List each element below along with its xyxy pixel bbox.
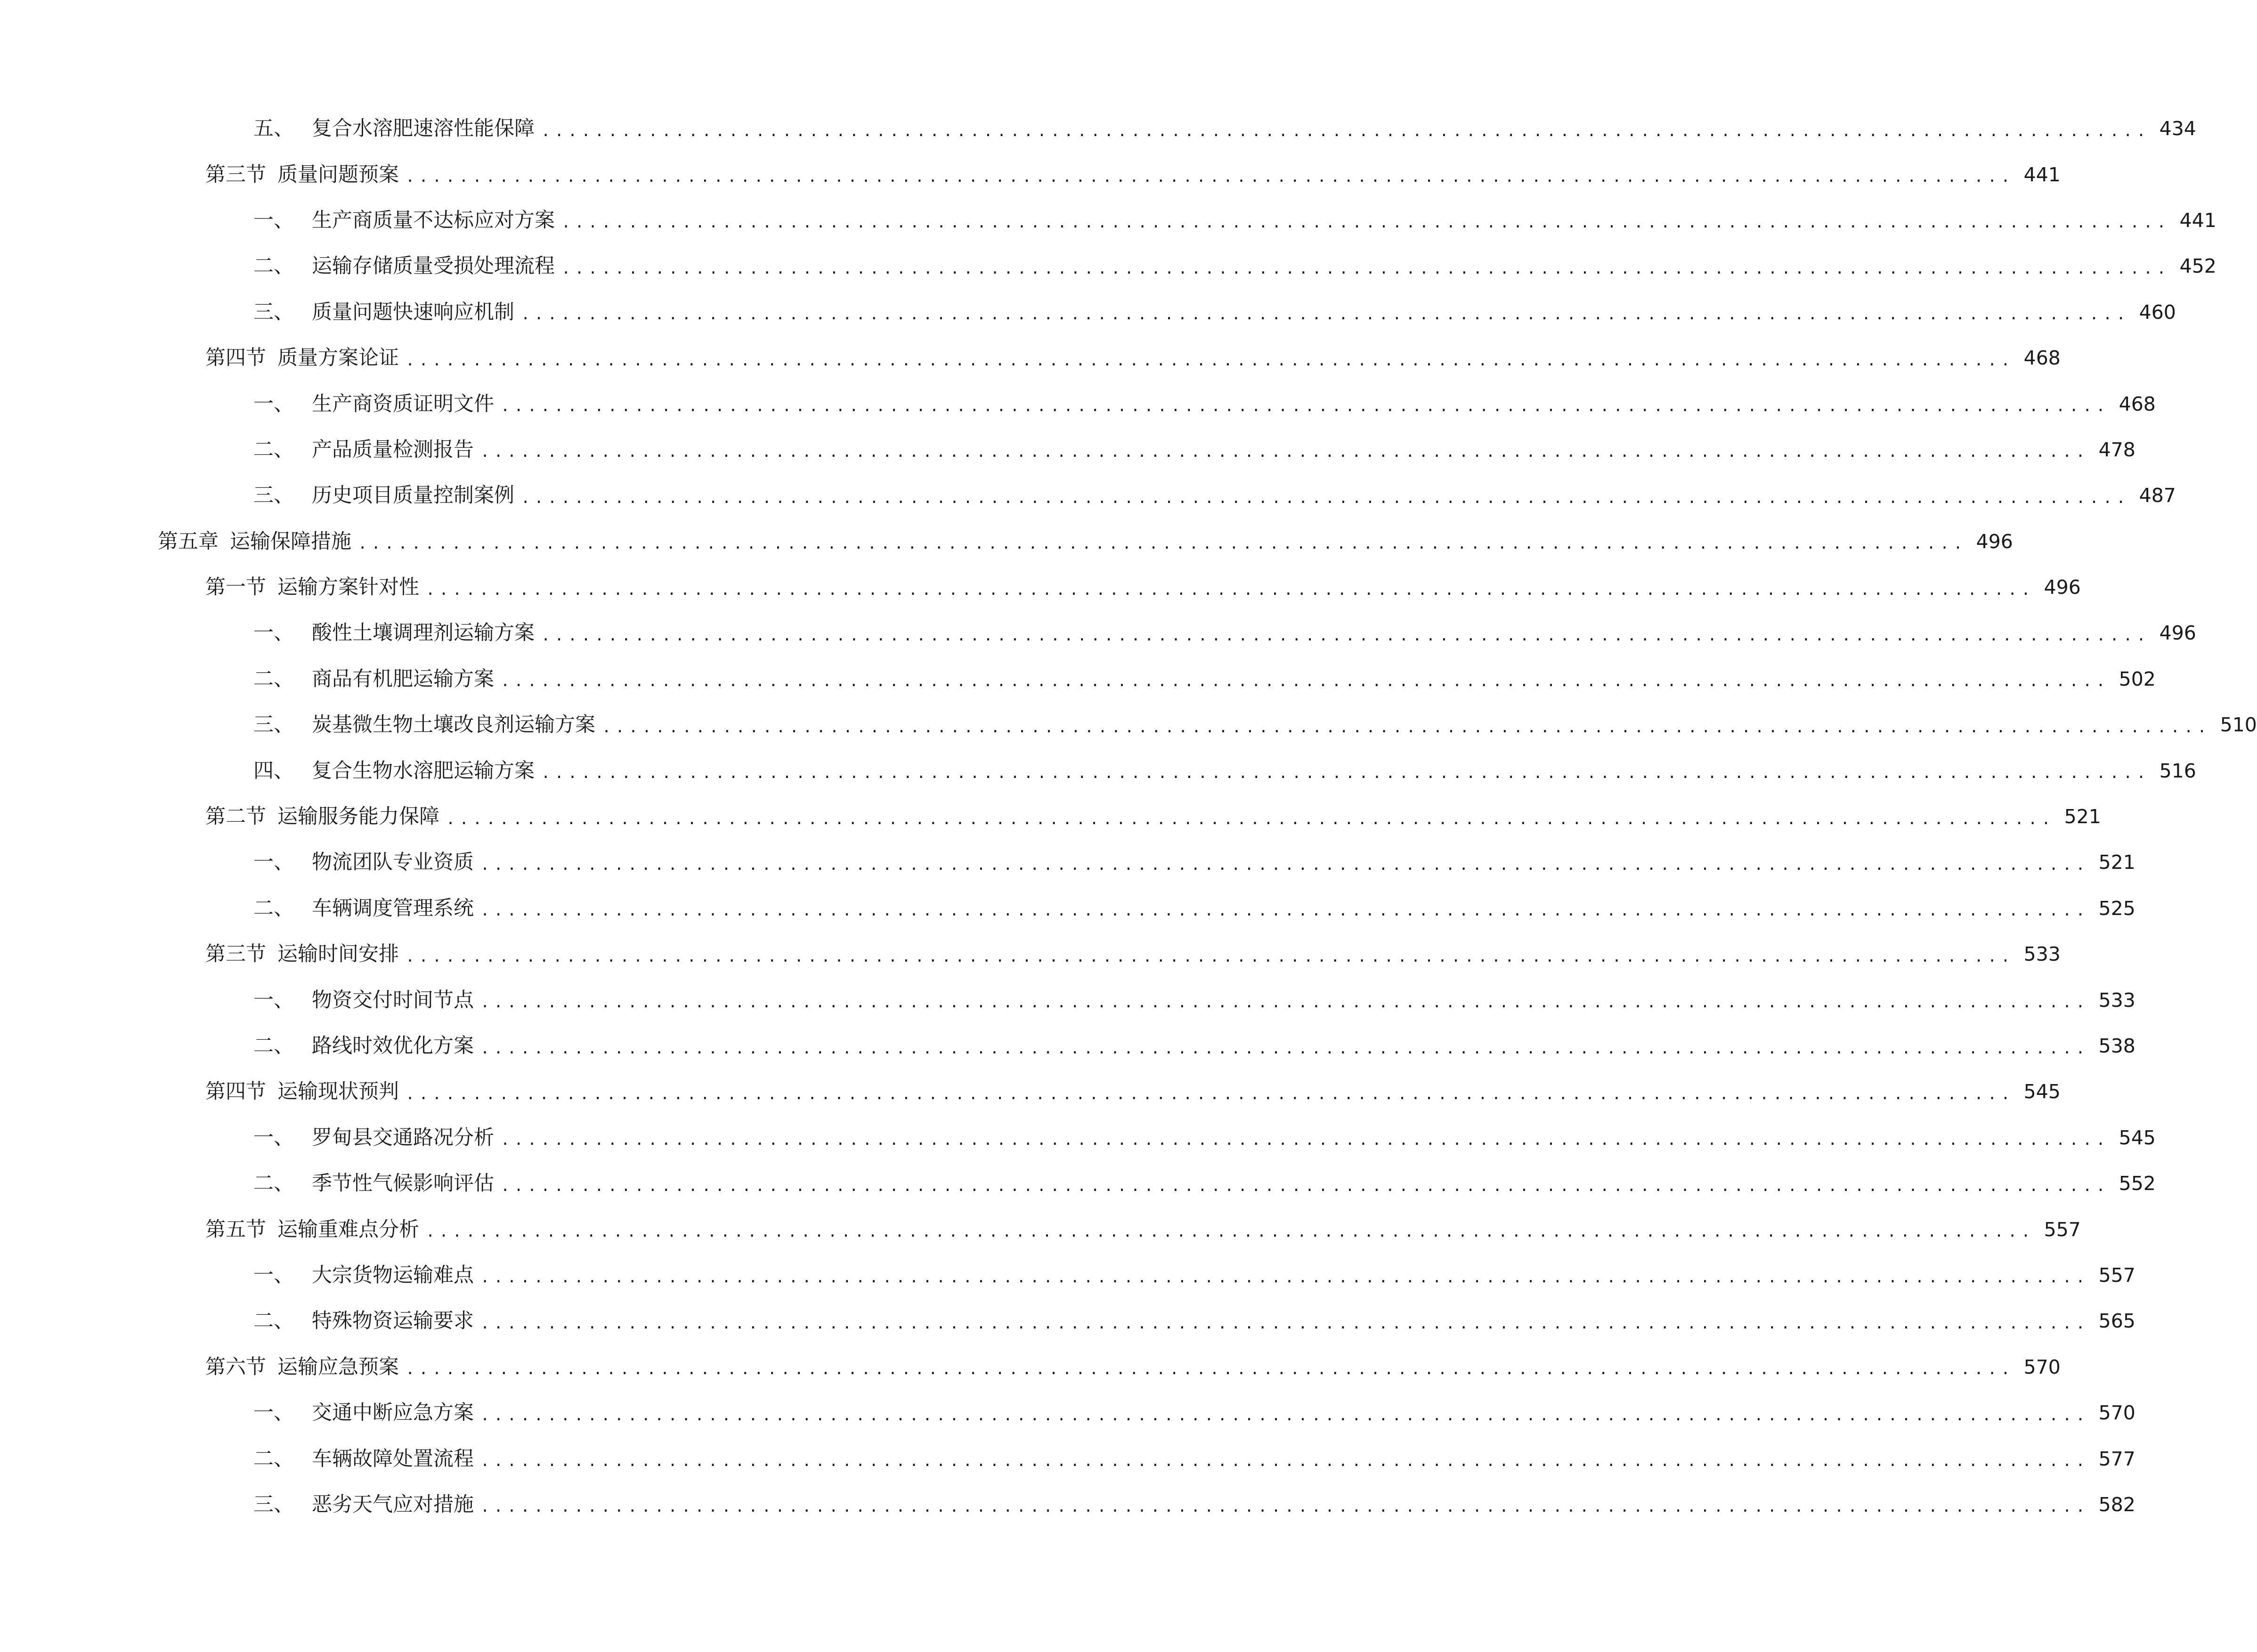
table-of-contents (0, 106, 2257, 1528)
toc-entry-title: 生产商质量不达标应对方案 (312, 208, 555, 232)
toc-page-number: 496 (2044, 576, 2081, 599)
toc-section-entry[interactable] (0, 1207, 2081, 1252)
toc-page-number: 452 (2179, 255, 2216, 278)
toc-subsection-entry[interactable] (0, 610, 2196, 656)
toc-dot-leader: ........................................................................................................................ (480, 1268, 2089, 1287)
toc-page-number: 460 (2139, 300, 2176, 324)
toc-subsection-entry[interactable] (0, 381, 2156, 427)
toc-section-entry[interactable] (0, 565, 2081, 610)
toc-entry-title: 特殊物资运输要求 (312, 1309, 474, 1333)
toc-page-number: 525 (2098, 897, 2135, 920)
toc-dot-leader: ........................................................................................................................ (541, 121, 2150, 140)
toc-entry-number: 第四节 (205, 1080, 266, 1104)
toc-page-number: 538 (2098, 1035, 2135, 1057)
toc-entry-title: 季节性气候影响评估 (312, 1172, 494, 1196)
toc-dot-leader: ........................................................................................................................ (446, 810, 2055, 828)
toc-entry-title: 运输方案针对性 (277, 575, 419, 599)
toc-subsection-entry[interactable] (0, 106, 2196, 152)
toc-subsection-entry[interactable] (0, 1436, 2135, 1482)
toc-entry-number: 一、 (253, 621, 294, 645)
toc-dot-leader: ........................................................................................................................ (406, 1085, 2014, 1103)
toc-subsection-entry[interactable] (0, 1482, 2135, 1528)
toc-chapter-entry[interactable] (0, 519, 2013, 565)
toc-page-number: 441 (2023, 163, 2061, 186)
toc-entry-title: 运输保障措施 (230, 529, 351, 553)
toc-dot-leader: ........................................................................................................................ (501, 1176, 2110, 1195)
toc-entry-number: 第三节 (205, 942, 266, 966)
toc-entry-number: 一、 (253, 988, 294, 1012)
toc-subsection-entry[interactable] (0, 656, 2156, 702)
toc-subsection-entry[interactable] (0, 886, 2135, 931)
toc-entry-number: 二、 (253, 1309, 294, 1333)
toc-dot-leader: ........................................................................................................................ (521, 488, 2130, 507)
toc-entry-number: 二、 (253, 1447, 294, 1471)
toc-entry-number: 一、 (253, 1401, 294, 1425)
toc-entry-number: 二、 (253, 896, 294, 920)
toc-page-number: 468 (2023, 347, 2061, 370)
toc-entry-title: 车辆调度管理系统 (312, 896, 474, 920)
toc-dot-leader: ........................................................................................................................ (561, 259, 2170, 277)
toc-dot-leader: ........................................................................................................................ (521, 305, 2130, 324)
toc-dot-leader: ........................................................................................................................ (480, 1406, 2089, 1424)
toc-page-number: 545 (2119, 1126, 2156, 1149)
toc-entry-number: 三、 (253, 484, 294, 508)
toc-dot-leader: ........................................................................................................................ (480, 1452, 2089, 1470)
toc-entry-title: 物流团队专业资质 (312, 850, 474, 875)
toc-entry-number: 第二节 (205, 805, 266, 829)
toc-section-entry[interactable] (0, 335, 2061, 381)
toc-entry-number: 第五章 (158, 529, 219, 553)
toc-dot-leader: ........................................................................................................................ (406, 947, 2014, 965)
toc-dot-leader: ........................................................................................................................ (602, 718, 2211, 736)
toc-subsection-entry[interactable] (0, 1023, 2135, 1069)
toc-entry-title: 运输服务能力保障 (277, 805, 439, 829)
toc-entry-title: 运输时间安排 (277, 942, 399, 966)
toc-subsection-entry[interactable] (0, 427, 2135, 473)
toc-entry-title: 大宗货物运输难点 (312, 1263, 474, 1287)
toc-subsection-entry[interactable] (0, 702, 2257, 748)
toc-dot-leader: ........................................................................................................................ (426, 1223, 2035, 1241)
toc-section-entry[interactable] (0, 931, 2061, 977)
toc-page-number: 510 (2220, 713, 2257, 737)
toc-entry-title: 生产商资质证明文件 (312, 392, 494, 416)
toc-subsection-entry[interactable] (0, 748, 2196, 794)
toc-entry-number: 二、 (253, 1034, 294, 1058)
toc-entry-title: 车辆故障处置流程 (312, 1447, 474, 1471)
toc-entry-title: 运输现状预判 (277, 1080, 399, 1104)
toc-dot-leader: ........................................................................................................................ (480, 855, 2089, 874)
toc-entry-number: 二、 (253, 437, 294, 462)
toc-section-entry[interactable] (0, 794, 2101, 840)
toc-page-number: 496 (1976, 530, 2013, 553)
toc-entry-title: 复合水溶肥速溶性能保障 (312, 117, 535, 141)
toc-dot-leader: ........................................................................................................................ (426, 580, 2035, 599)
toc-entry-title: 复合生物水溶肥运输方案 (312, 759, 535, 783)
toc-dot-leader: ........................................................................................................................ (501, 672, 2110, 690)
toc-entry-title: 炭基微生物土壤改良剂运输方案 (312, 713, 595, 737)
toc-entry-title: 酸性土壤调理剂运输方案 (312, 621, 535, 645)
toc-page-number: 521 (2064, 805, 2101, 828)
toc-entry-title: 质量方案论证 (277, 346, 399, 370)
toc-page-number: 533 (2023, 943, 2061, 966)
toc-dot-leader: ........................................................................................................................ (541, 764, 2150, 782)
toc-entry-title: 交通中断应急方案 (312, 1401, 474, 1425)
toc-page-number: 434 (2159, 117, 2196, 140)
toc-entry-title: 恶劣天气应对措施 (312, 1492, 474, 1516)
toc-entry-title: 质量问题预案 (277, 162, 399, 186)
toc-subsection-entry[interactable] (0, 840, 2135, 885)
toc-subsection-entry[interactable] (0, 977, 2135, 1023)
toc-dot-leader: ........................................................................................................................ (480, 901, 2089, 920)
toc-page-number: 570 (2023, 1355, 2061, 1378)
toc-entry-number: 一、 (253, 1263, 294, 1287)
toc-page-number: 570 (2098, 1401, 2135, 1425)
toc-dot-leader: ........................................................................................................................ (561, 213, 2170, 232)
toc-entry-number: 二、 (253, 254, 294, 278)
toc-entry-title: 物资交付时间节点 (312, 988, 474, 1012)
toc-entry-title: 产品质量检测报告 (312, 437, 474, 462)
toc-page-number: 468 (2119, 392, 2156, 415)
toc-page-number: 521 (2098, 851, 2135, 874)
toc-entry-number: 二、 (253, 1172, 294, 1196)
toc-page-number: 545 (2023, 1080, 2061, 1103)
toc-entry-number: 一、 (253, 208, 294, 232)
toc-entry-number: 三、 (253, 713, 294, 737)
toc-dot-leader: ........................................................................................................................ (501, 1131, 2110, 1149)
toc-entry-number: 一、 (253, 1126, 294, 1150)
toc-subsection-entry[interactable] (0, 198, 2216, 243)
toc-entry-number: 二、 (253, 667, 294, 691)
toc-page-number: 487 (2139, 484, 2176, 507)
toc-dot-leader: ........................................................................................................................ (501, 397, 2110, 415)
toc-subsection-entry[interactable] (0, 243, 2216, 289)
toc-subsection-entry[interactable] (0, 1253, 2135, 1298)
toc-entry-title: 运输存储质量受损处理流程 (312, 254, 555, 278)
toc-dot-leader: ........................................................................................................................ (480, 1039, 2089, 1057)
toc-subsection-entry[interactable] (0, 1161, 2156, 1207)
toc-subsection-entry[interactable] (0, 473, 2176, 518)
toc-entry-title: 运输重难点分析 (277, 1217, 419, 1241)
toc-entry-number: 四、 (253, 759, 294, 783)
toc-dot-leader: ........................................................................................................................ (406, 168, 2014, 186)
toc-entry-number: 第四节 (205, 346, 266, 370)
toc-entry-number: 第六节 (205, 1355, 266, 1379)
toc-entry-number: 三、 (253, 300, 294, 324)
toc-entry-title: 历史项目质量控制案例 (312, 484, 514, 508)
toc-dot-leader: ........................................................................................................................ (358, 534, 1967, 553)
toc-dot-leader: ........................................................................................................................ (480, 443, 2089, 461)
toc-entry-title: 运输应急预案 (277, 1355, 399, 1379)
toc-subsection-entry[interactable] (0, 1115, 2156, 1161)
toc-dot-leader: ........................................................................................................................ (406, 351, 2014, 369)
toc-page-number: 502 (2119, 667, 2156, 690)
toc-entry-number: 三、 (253, 1492, 294, 1516)
toc-page-number: 582 (2098, 1493, 2135, 1516)
toc-page-number: 533 (2098, 988, 2135, 1012)
toc-subsection-entry[interactable] (0, 1298, 2135, 1344)
toc-page-number: 552 (2119, 1172, 2156, 1195)
toc-dot-leader: ........................................................................................................................ (480, 1498, 2089, 1516)
toc-entry-number: 第五节 (205, 1217, 266, 1241)
toc-entry-title: 罗甸县交通路况分析 (312, 1126, 494, 1150)
toc-subsection-entry[interactable] (0, 1390, 2135, 1436)
toc-entry-number: 一、 (253, 392, 294, 416)
toc-entry-number: 一、 (253, 850, 294, 875)
toc-page-number: 441 (2179, 209, 2216, 232)
toc-entry-number: 五、 (253, 117, 294, 141)
toc-section-entry[interactable] (0, 1344, 2061, 1390)
toc-dot-leader: ........................................................................................................................ (480, 1314, 2089, 1332)
toc-entry-title: 路线时效优化方案 (312, 1034, 474, 1058)
toc-page-number: 565 (2098, 1310, 2135, 1333)
toc-entry-title: 商品有机肥运输方案 (312, 667, 494, 691)
toc-entry-number: 第一节 (205, 575, 266, 599)
toc-dot-leader: ........................................................................................................................ (541, 626, 2150, 644)
toc-subsection-entry[interactable] (0, 290, 2176, 335)
toc-page-number: 516 (2159, 759, 2196, 782)
toc-page-number: 496 (2159, 622, 2196, 645)
toc-section-entry[interactable] (0, 1069, 2061, 1115)
toc-dot-leader: ........................................................................................................................ (480, 993, 2089, 1012)
toc-page-number: 557 (2044, 1218, 2081, 1241)
toc-entry-number: 第三节 (205, 162, 266, 186)
toc-page-number: 557 (2098, 1263, 2135, 1287)
toc-page-number: 577 (2098, 1447, 2135, 1470)
toc-dot-leader: ........................................................................................................................ (406, 1360, 2014, 1378)
toc-section-entry[interactable] (0, 152, 2061, 197)
toc-page-number: 478 (2098, 438, 2135, 461)
toc-entry-title: 质量问题快速响应机制 (312, 300, 514, 324)
